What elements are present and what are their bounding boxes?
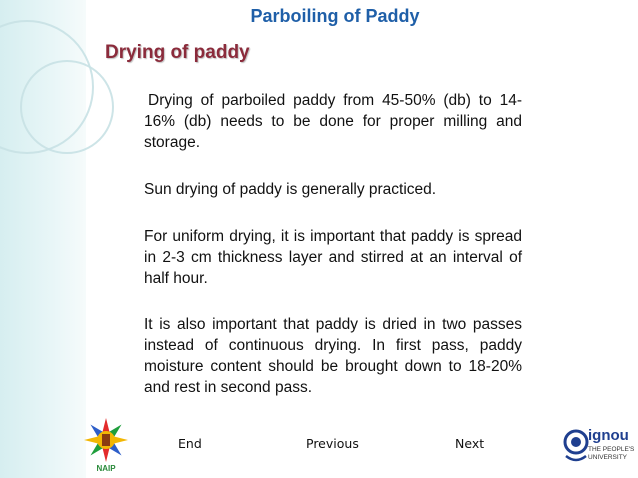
naip-logo [80,416,132,474]
next-button[interactable]: Next [455,436,485,451]
page-title: Parboiling of Paddy [250,6,420,26]
paragraph-1: Drying of parboiled paddy from 45-50% (db) to 14-16% (db) needs to be done for proper milling and storage. [144,92,522,151]
ignou-logo-subtitle-2: UNIVERSITY [588,454,628,461]
paragraph-3: For uniform drying, it is important that paddy is spread in 2-3 cm thickness layer and stirred at an interval of half hour. [144,228,522,287]
section-heading: Drying of paddy [105,42,250,63]
naip-logo-text: NAIP [96,464,116,473]
decorative-ring-2 [20,60,114,154]
paragraph-4: It is also important that paddy is dried in two passes instead of continuous drying. In first pass, paddy moisture content should be brought down to 18-20% and rest in second pass. [144,316,522,396]
ignou-logo-title: ignou [588,427,629,444]
paragraph-2: Sun drying of paddy is generally practiced. [144,181,437,198]
end-button[interactable]: End [178,436,202,451]
ignou-logo-subtitle: THE PEOPLE'S [588,446,635,453]
previous-button[interactable]: Previous [306,436,359,451]
